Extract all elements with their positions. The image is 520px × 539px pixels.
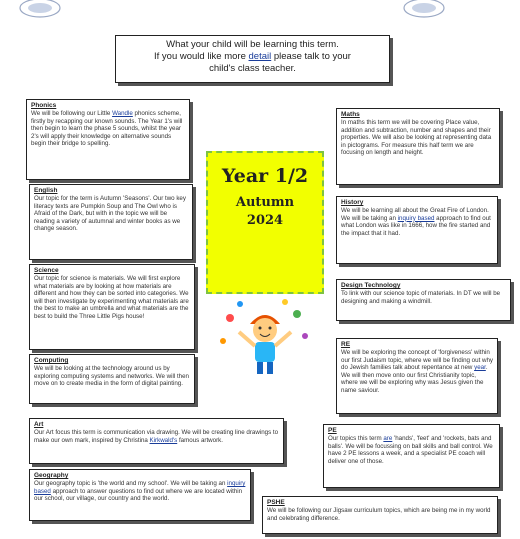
phonics-box (26, 99, 190, 180)
phonics-text-end: phonics scheme, firstly by recapping our known sounds. The Year 1's will then begin to learn the phase 5 sounds, whilst the year 2's will apply their knowledge on alternative sounds begin their bridge to spelling. (31, 110, 183, 148)
geography-box (29, 469, 251, 521)
header-line-2 (116, 51, 389, 63)
header-line-2-text: If you would like more (154, 51, 249, 62)
history-inquiry-link[interactable]: inquiry based (397, 214, 435, 222)
re-box (336, 338, 498, 414)
dt-heading: Design Technology (341, 282, 401, 289)
geography-inquiry-link[interactable]: inquiry based (34, 480, 246, 495)
year-number: 2024 (246, 213, 284, 228)
history-text-start: We will be learning all about the Great Fire of London. We will be taking an (341, 207, 489, 222)
pe-text-start: Our topics this term (328, 435, 384, 442)
year-title-box (206, 151, 324, 294)
english-heading: English (34, 187, 58, 194)
computing-box (29, 354, 195, 404)
geography-text-end: approach to answer questions to find out where we are located within our school, our village, our country and the world. (34, 487, 243, 503)
header-box (115, 35, 390, 83)
geography-heading: Geography (34, 472, 69, 479)
pe-box (323, 424, 500, 488)
art-text-end: famous artwork. (177, 436, 223, 444)
header-line-1: What your child will be learning this term. (166, 39, 339, 50)
phonics-heading: Phonics (31, 102, 57, 109)
child-illustration-icon (215, 296, 315, 378)
pshe-heading: PSHE (267, 499, 285, 506)
science-heading: Science (34, 267, 59, 274)
history-box (336, 196, 498, 264)
history-heading: History (341, 199, 364, 206)
science-text: Our topic for science is materials. We will first explore what materials are by looking at how materials are different and how they can be sorted into categories. We will then investigate by experimenting what materials are the best to make an umbrella and what materials are the best to build the Three Little Pigs house! (34, 275, 189, 320)
science-box (29, 264, 195, 350)
art-heading: Art (34, 421, 44, 428)
dt-box (336, 279, 511, 321)
header-line-3: child's class teacher. (209, 63, 296, 74)
new-year-link[interactable]: year (474, 364, 486, 372)
re-text-end: . We will then move onto our first Christianity topic, where we will be exploring why was Jesus given the name saviour. (341, 364, 488, 394)
wandle-link[interactable]: Wandle (112, 110, 133, 117)
pe-text (328, 435, 495, 465)
pe-are-link[interactable]: are (383, 435, 393, 442)
geography-text (34, 480, 246, 503)
history-text (341, 207, 493, 237)
history-text-end: approach to find out what London was like in 1666, how the fire started and the impact that it had. (341, 214, 491, 237)
school-logo-left-icon (16, 0, 64, 22)
pe-text-end: 'hands', 'feet' and 'rockets, bats and balls'. We will be focussing on ball skills and ball control. We have 2 PE lessons a week, and a specialist PE coach will deliver one of those. (328, 435, 493, 465)
maths-box (336, 108, 500, 185)
kirkwald-link[interactable]: Kirkwald's (149, 436, 178, 444)
school-logo-right-icon (400, 0, 448, 22)
pshe-text: We will be following our Jigsaw curriculum topics, which are being me in my world and celebrating difference. (267, 507, 491, 522)
year-title: Year 1/2 (221, 165, 309, 187)
term-title: Autumn (235, 195, 295, 210)
english-text: Our topic for the term is Autumn 'Seasons'. Our two key literacy texts are Pumpkin Soup and The Owl who is Afraid of the Dark, but with in the topic we will be reading a variety of autumnal and winter books as we change season. (34, 195, 186, 233)
art-box (29, 418, 284, 464)
detail-link[interactable]: detail (248, 51, 272, 62)
art-text (34, 429, 279, 444)
header-line-2-end: please talk to your (271, 51, 351, 62)
re-text (341, 349, 493, 395)
geography-text-start: Our geography topic is 'the world and my school'. We will be taking an (34, 480, 228, 487)
computing-heading: Computing (34, 357, 69, 364)
art-text-start: Our Art focus this term is communication via drawing. We will be creating line drawings to make our own mark, inspired by Christina (34, 429, 279, 444)
pe-heading: PE (328, 427, 337, 434)
re-text-start: We will be exploring the concept of 'forgiveness' within our first Judaism topic, where we will be finding out why do Jewish families talk about repentance at new (341, 349, 494, 372)
maths-heading: Maths (341, 111, 360, 118)
computing-text: We will be looking at the technology around us by exploring computing systems and networks. We will then move on to create media in the form of digital painting. (34, 365, 189, 388)
english-box (29, 184, 193, 260)
phonics-text-start: We will be following our Little (31, 110, 113, 117)
pshe-box (262, 496, 498, 534)
re-heading: RE (341, 341, 351, 348)
dt-text: To link with our science topic of materials. In DT we will be designing and making a windmill. (341, 290, 501, 305)
phonics-text (31, 110, 185, 148)
maths-text: In maths this term we will be covering Place value, addition and subtraction, number and shapes and their properties. We will also be looking at representing data in pictograms. For measure this half term we are focusing on length and height. (341, 119, 492, 157)
